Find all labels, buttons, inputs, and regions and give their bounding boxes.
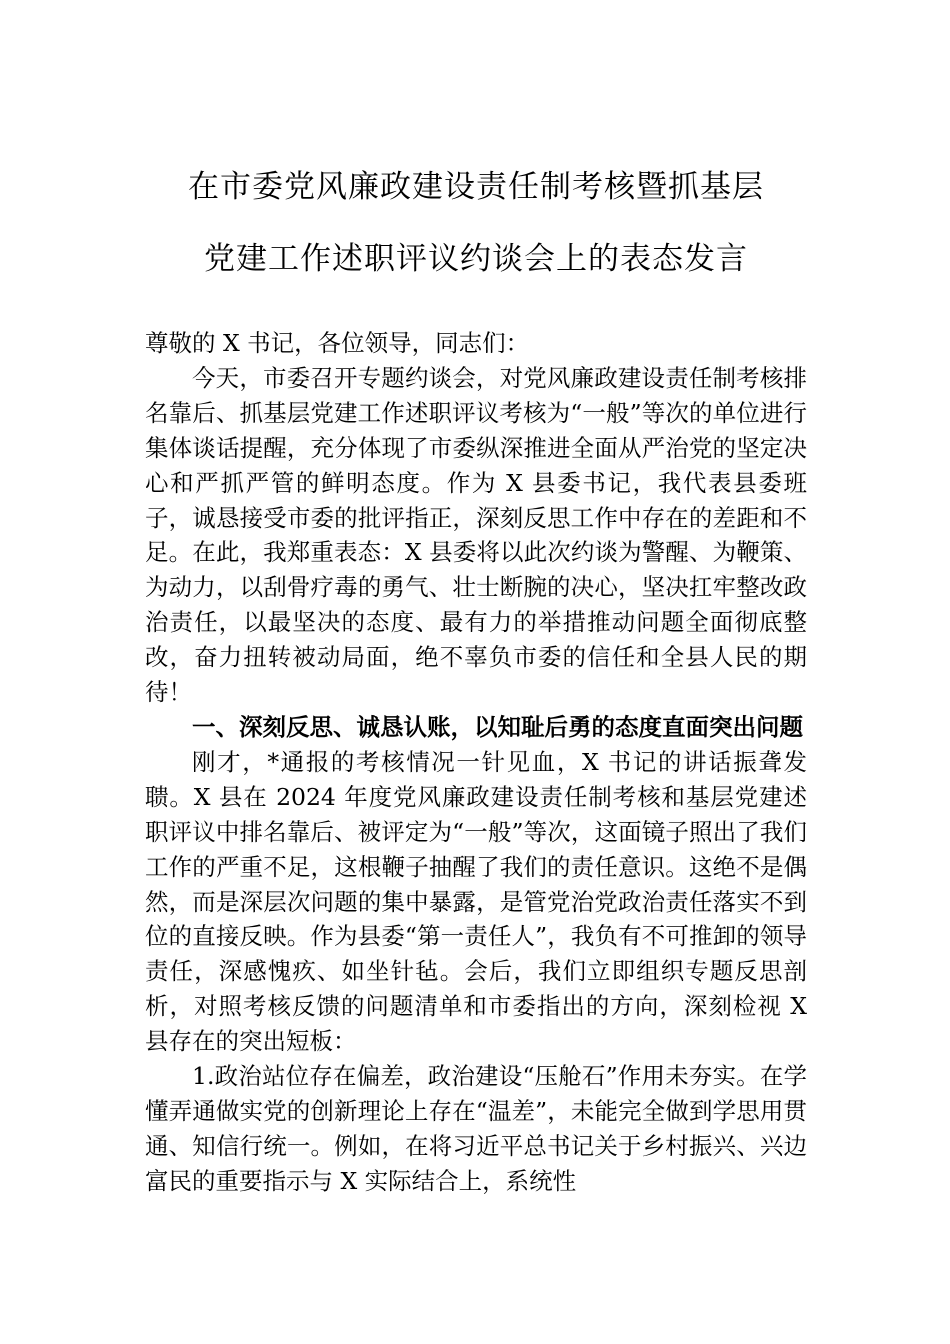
document-body <box>145 326 807 1199</box>
document-title-line-2: 党建工作述职评议约谈会上的表态发言 <box>204 241 748 277</box>
section-heading-1: 一、深刻反思、诚恳认账，以知耻后勇的态度直面突出问题 <box>192 712 803 741</box>
salutation: 尊敬的 X 书记，各位领导，同志们： <box>145 329 530 357</box>
paragraph-point-1: 1.政治站位存在偏差，政治建设“压舱石”作用未夯实。在学懂弄通做实党的创新理论上存在“温差”，未能完全做到学思用贯通、知信行统一。例如，在将习近平总书记关于乡村振兴、兴边富民的重要指示与 X 实际结合上，系统性 <box>145 1062 807 1195</box>
paragraph-reflection: 刚才，*通报的考核情况一针见血，X 书记的讲话振聋发聩。X 县在 2024 年度党风廉政建设责任制考核和基层党建述职评议中排名靠后、被评定为“一般”等次，这面镜子照出了我们工作的严重不足，这根鞭子抽醒了我们的责任意识。这绝不是偶然，而是深层次问题的集中暴露，是管党治党政治责任落实不到位的直接反映。作为县委“第一责任人”，我负有不可推卸的领导责任，深感愧疚、如坐针毡。会后，我们立即组织专题反思剖析，对照考核反馈的问题清单和市委指出的方向，深刻检视 X 县存在的突出短板： <box>145 747 807 1056</box>
paragraph-opening: 今天，市委召开专题约谈会，对党风廉政建设责任制考核排名靠后、抓基层党建工作述职评议考核为“一般”等次的单位进行集体谈话提醒，充分体现了市委纵深推进全面从严治党的坚定决心和严抓严管的鲜明态度。作为 X 县委书记，我代表县委班子，诚恳接受市委的批评指正，深刻反思工作中存在的差距和不足。在此，我郑重表态：X 县委将以此次约谈为警醒、为鞭策、为动力，以刮骨疗毒的勇气、壮士断腕的决心，坚决扛牢整改政治责任，以最坚决的态度、最有力的举措推动问题全面彻底整改，奋力扭转被动局面，绝不辜负市委的信任和全县人民的期待！ <box>145 363 807 707</box>
document-title-line-1: 在市委党风廉政建设责任制考核暨抓基层 <box>188 169 764 205</box>
